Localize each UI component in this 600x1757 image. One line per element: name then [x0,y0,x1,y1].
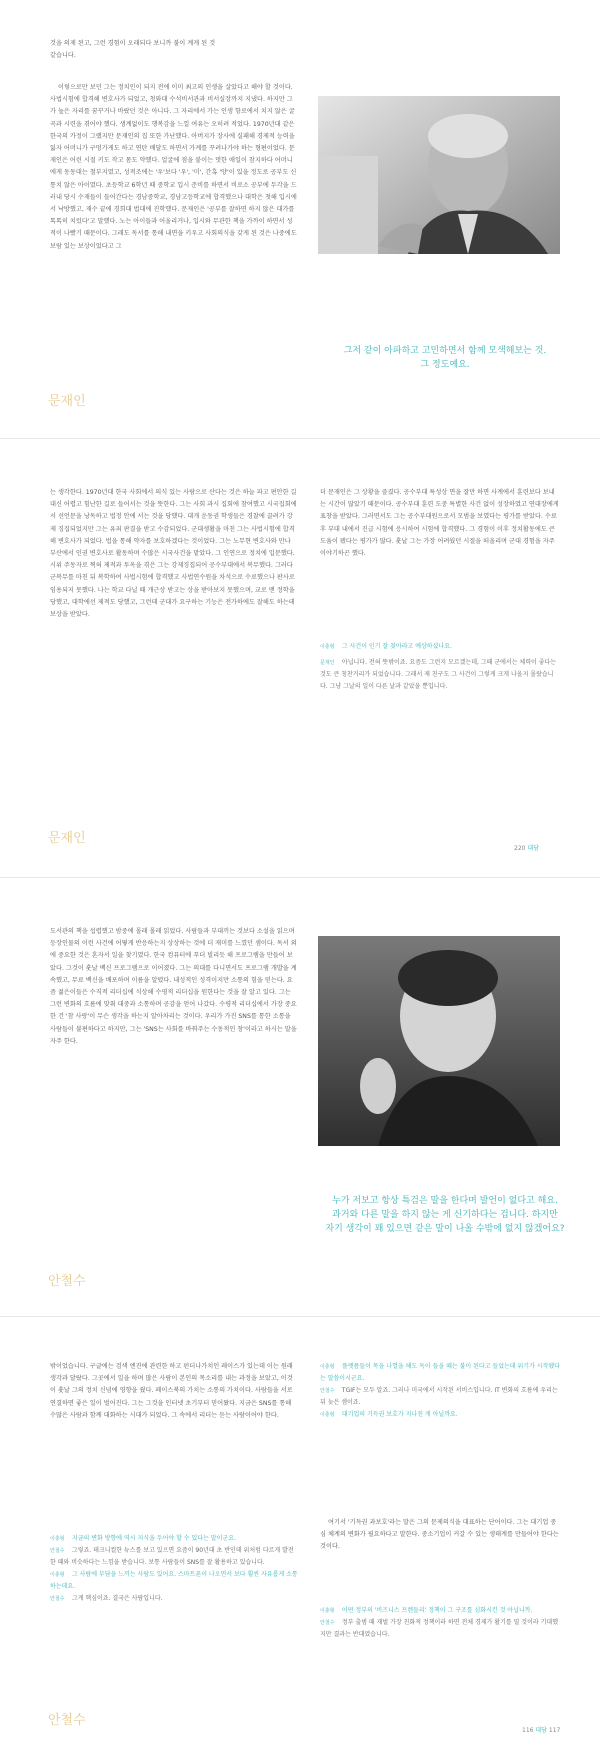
page-folio [522,1725,560,1734]
answer-text: TGIF는 모두 알죠. 그러나 미국에서 시작된 서비스입니다. IT 변화의 흐름에 우리는 뒤 늦은 셈이죠. [320,1387,558,1406]
page4-right-text [320,1517,560,1597]
interview-question [320,1361,560,1385]
page-3 [0,878,600,1317]
body-paragraph: 밖이었습니다. 구글에는 검색 엔진에 관련한 하고 펀더나가치인 레이스가 있는데 이는 원래 생각과 달랐다. 그곳에서 일을 하며 많은 사람이 본인의 목소리를 내는 과정을 보았고, 이것이 훗날 그의 정치 신념에 영향을 줬다. 페이스북의 가치는 소통의 가치이다. 사람들을 서로 연결하면 좋은 일이 벌어진다. 그는 그것을 인터넷 초기부터 믿어왔다. 지금은 SNS를 통해 수많은 사람과 함께 대화하는 시대가 되었다. 그 속에서 리더는 듣는 사람이어야 한다. [50,1363,293,1419]
speaker-label: 이충형 [320,644,335,650]
portrait-image [318,936,560,1146]
interview-answer [50,1593,298,1605]
portrait-image [318,96,560,254]
signature-ahn: 안철수 [48,1713,86,1728]
body-paragraph: 도서관의 책을 섭렵했고 밤중에 몰래 몰래 읽었다. 사람들과 부대끼는 것보다 소설을 읽으며 등장인물의 이런 사건에 어떻게 반응하는지 상상하는 것에 더 재미를 느꼈던 셈이다. 독서 외에 중요한 것은 혼자서 일을 찾기였다. 한국 컴퓨터에 푸더 빌리듯 해 프로그램을 만들어 보았다. 그것이 훗날 백신 프로그램으로 이어졌다. 그는 의대를 다니면서도 프로그램 개발을 계속했고, 무료 백신을 배포하며 이름을 알렸다. 내성적인 성격이지만 소통의 힘을 믿는다. 요즘 젊은이들은 수직적 리더십에 식상해 수평적 리더십을 원한다는 것을 잘 알고 있다. 그는 그런 변화의 흐름에 맞춰 대중과 소통하며 공감을 얻어 나갔다. 수평적 리더십에서 가장 중요한 건 '참 사랑'이 무슨 생각을 하는지 알아차리는 것이다. 우리가 가진 SNS를 통한 소통을 사람들이 불편하다고 하지만, 그는 'SNS는 사회를 바꿔주는 수동적인 창'이라고 하시는 말을 자주 한다. [50,928,297,1045]
interview-question [320,1409,560,1421]
interview-answer [320,1385,560,1409]
page-4 [0,1317,600,1757]
question-text: 대기업의 기득권 보호가 지나친 게 아닐까요. [341,1411,458,1418]
speaker-label: 이충형 [50,1572,65,1578]
question-text: 플랫폼들이 목을 나열을 해도 독이 들을 때는 불이 된다고 들었는데 위기가 시작됐다는 말씀이시군요. [320,1363,560,1382]
page4-left-text [50,1361,298,1527]
page4-interview-right [320,1361,560,1511]
page-2 [0,439,600,878]
body-paragraph: 더 문재인은 그 상황을 즐겼다. 공수부대 특성상 면을 잘만 하면 사계에서 훈련보다 보내는 시간이 많았기 때문이다. 공수부대 훈련 도중 특별한 사건 없이 성장하였고 연대장에게 표창을 받았다. 그러면서도 그는 공수부대원으로서 모범을 보였다는 평가를 받았다. 수료 후 부대 내에서 진급 시험에 응시하여 시험에 합격했다. 그 경험이 이후 정치활동에도 큰 도움이 됐다는 평가가 많다. 훗날 그는 가장 어려웠던 시절을 떠올리며 군대 경험을 자주 이야기하곤 했다. [320,489,559,558]
interview-question [50,1533,298,1545]
question-text: 어떤 정부의 '비즈니스 프렌들리' 정책이 그 구조를 심화시킨 것 아닙니까. [341,1607,533,1614]
page4-interview-right-2 [320,1605,560,1705]
portrait-photo-ahn [318,936,560,1146]
page2-interview [320,641,560,819]
quote-line: 그저 같이 아파하고 고민하면서 함께 모색해보는 것. [343,346,547,356]
speaker-label: 이충형 [50,1536,65,1542]
page3-body [50,926,298,1256]
interview-answer [320,657,560,693]
body-paragraph: 는 생각한다. 1970년대 한국 사회에서 의식 있는 사람으로 산다는 것은 하늘 파고 편안한 길 대신 어렵고 힘난한 길로 들어서는 것을 뜻한다. 그는 사회 과시 집회에 참여했고 시국집회에서 선언문을 낭독하고 법정 안에 서는 것을 당했다. 대개 운동권 학생들은 경찰에 끌려가 강제 징집되었지만 그는 유죄 판결을 받고 수감되었다. 군대생활을 마친 그는 사법시험에 합격해 변호사가 되었다. 법을 통해 약자를 보호하겠다는 것이었다. 그는 노무현 변호사와 만나 부산에서 인권 변호사로 활동하며 수많은 시국사건을 맡았다. 그 인연으로 정치에 입문했다. 시위 주동자로 찍혀 제적과 투옥을 겪은 그는 강제징집되어 공수부대에서 복무했다. 그러다 군복무를 마친 뒤 복학하여 사법시험에 합격했고 사법연수원을 차석으로 수료했으나 판사로 임용되지 못했다. 나는 학교 다닐 때 개근상 받고는 상을 받아보지 못했으며, 교로 맨 정학을 당했고, 대학에선 제적도 당했고, 그런데 군대가 요구하는 기능은 전가하에도 잘해도 하는데 보상을 받았다. [50,489,297,619]
speaker-label: 안철수 [320,1620,335,1626]
speaker-label: 문재인 [320,660,335,666]
answer-text: 정부 출범 때 재벌 가장 친화적 정책이라 하면 전체 경제가 활기를 띨 것이라 기대했지만 결과는 반대였습니다. [320,1619,558,1638]
folio-label: 대담 [535,1727,547,1734]
speaker-label: 이충형 [320,1412,335,1418]
speaker-label: 이충형 [320,1364,335,1370]
page-1 [0,0,600,439]
interview-answer [50,1545,298,1569]
interview-question [50,1569,298,1593]
folio-label: 대담 [527,845,539,852]
page1-body [50,82,298,382]
answer-text: 그렇죠. 테크니컬한 뉴스를 보고 있으면 요즘이 90년대 초 반인데 위처럼 다르게 발전한 때와 비슷하다는 느낌을 받습니다. 보통 사람들이 SNS를 잘 활용하고 있습니다. [50,1547,294,1566]
question-text: 지금의 변화 방향에 역시 지식을 두어야 할 수 있다는 말이군요. [71,1535,236,1542]
speaker-label: 안철수 [50,1548,65,1554]
interview-answer [320,1617,560,1641]
folio-number: 116 [522,1727,534,1734]
body-paragraph: 이렇으로만 보던 그는 정치인이 되지 전에 이미 최고의 인생을 살았다고 해야 할 것이다. 사법시험에 합격해 변호사가 되었고, 청와대 수석비서관과 비서실장까지 지냈다. 하지만 그가 높은 자리를 꿈꾸거나 바랐던 것은 아니다. 그 자리에서 가는 인생 항로에서 치지 않은 굴곡과 시련을 겪어야 했다. 생계없이도 행복감을 느낄 여유는 오히려 적었다. 1970년대 같은 한국의 가정이 그랬지만 문재인의 집 또한 가난했다. 아버지가 장사에 실패해 경제적 능력을 잃자 어머니가 구멍가게도 하고 연탄 배달도 하면서 가계를 꾸려나가야 하는 형편이었다. 문재인은 어린 시절 키도 작고 몸도 약했다. 얼굴에 점을 붙이는 멋한 애일이 참지하다 어머니에게 동동대는 철부지였고, 성적조에는 '우'보다 '우', '미', 간혹 '양'이 있을 정도로 공부도 신통치 않은 아이였다. 초등학교 6학년 때 중학교 입시 준비를 하면서 비로소 공부에 두각을 드러내 당시 수재들이 들어간다는 경남중학교, 경남고등학교에 합격했으나 대학은 첫해 입시에서 낙방했고, 재수 끝에 경희대 법대에 진학했다. 문재인은 '공부를 잘하면 하지 않은 대가를 톡톡히 치렀다'고 말했다. 노는 아이들과 어울리거나, 입시와 무관한 책을 가까이 하면서 성적이 나빴기 때문이다. 그래도 독서를 통해 내면을 키우고 사회의식을 갖게 된 것은 나중에도 보람 있는 보상이었다고 그 [50,84,297,250]
speaker-label: 안철수 [320,1388,335,1394]
answer-text: 그게 핵심이죠. 결국은 사람입니다. [71,1595,163,1602]
quote-line: 그 정도예요. [420,360,470,370]
page2-left-text [50,487,298,809]
signature-ahn: 안철수 [48,1274,86,1289]
page1-top-text [50,38,290,62]
speaker-label: 이충형 [320,1608,335,1614]
interview-question [320,1605,560,1617]
quote-line: 자기 생각이 꽤 있으면 같은 말이 나올 수밖에 없지 않겠어요? [325,1224,565,1234]
answer-text: 아닙니다. 전혀 뜻밖이죠. 요즘도 그런지 모르겠는데, 그때 군에서는 체력이 좋다는 것도 큰 칭찬거리가 되었습니다. 그래서 제 친구도 그 사건이 그렇게 크게 나올지 몰랐습니다. 그냥 그날의 일이 다른 날과 같았을 뿐입니다. [320,659,557,690]
page2-right-text [320,487,560,635]
folio-number: 220 [514,845,526,852]
page4-interview-left [50,1533,298,1703]
question-text: 그 사람에 부담을 느끼는 사람도 있어요. 스마트폰이 나오면서 보다 훨씬 자유롭게 소통하는데요. [50,1571,298,1590]
speaker-label: 안철수 [50,1596,65,1602]
interview-question [320,641,560,653]
quote-line: 누가 저보고 항상 특검은 말을 한다며 발언이 없다고 해요. [332,1196,558,1206]
pull-quote [300,344,590,372]
question-text: 그 사건이 인기 잘 찾아라고 예상하셨나요. [341,643,452,650]
text-line: 같습니다. [50,52,76,60]
signature-moon: 문재인 [48,831,86,846]
quote-line: 과거와 다른 말을 하지 않는 게 신기하다는 겁니다. 하지만 [332,1210,558,1220]
pull-quote [300,1194,590,1236]
signature-moon: 문재인 [48,394,86,409]
body-paragraph: 여기서 '기득권 과보호'라는 말은 그의 문제의식을 대표하는 단어이다. 그는 대기업 중심 체계의 변화가 필요하다고 말한다. 중소기업이 커갈 수 있는 생태계를 만들어야 한다는 것이다. [320,1519,559,1551]
page-folio [514,843,539,852]
text-line: 것을 의제 된고, 그런 경험이 오래되다 보니까 불이 계게 된 것 [50,40,216,47]
folio-number-2: 117 [548,1727,561,1734]
portrait-photo-moon [318,96,560,254]
